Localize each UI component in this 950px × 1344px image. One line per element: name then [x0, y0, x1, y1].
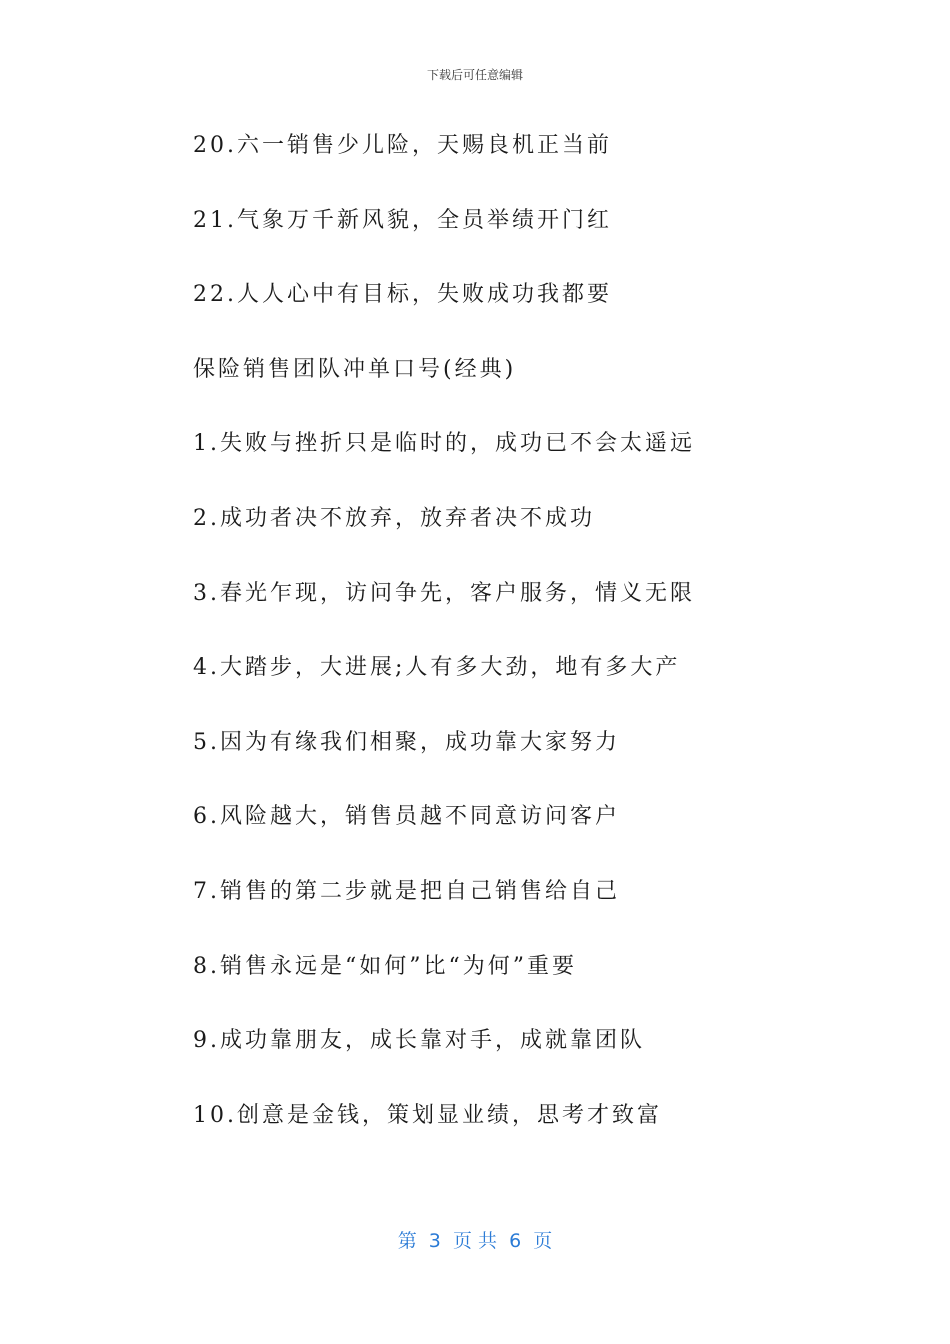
text-line: 5.因为有缘我们相聚，成功靠大家努力 — [193, 729, 620, 755]
text-line: 4.大踏步，大进展;人有多大劲，地有多大产 — [193, 655, 681, 681]
text-line: 1.失败与挫折只是临时的，成功已不会太遥远 — [193, 431, 695, 457]
header-note: 下载后可任意编辑 — [426, 68, 523, 82]
text-line: 22.人人心中有目标，失败成功我都要 — [193, 282, 612, 308]
text-line: 2.成功者决不放弃，放弃者决不成功 — [193, 505, 595, 531]
page-number: 第 3 页 共 6 页 — [397, 1230, 553, 1252]
text-line: 8.销售永远是“如何”比“为何”重要 — [193, 953, 577, 979]
text-line: 10.创意是金钱，策划显业绩，思考才致富 — [193, 1102, 662, 1128]
section-heading: 保险销售团队冲单口号(经典) — [193, 356, 517, 382]
text-line: 20.六一销售少儿险，天赐良机正当前 — [193, 133, 612, 158]
text-line: 7.销售的第二步就是把自己销售给自己 — [193, 878, 620, 904]
text-line: 9.成功靠朋友，成长靠对手，成就靠团队 — [193, 1028, 645, 1054]
text-line: 6.风险越大，销售员越不同意访问客户 — [193, 804, 620, 830]
text-line: 3.春光乍现，访问争先，客户服务，情义无限 — [193, 580, 695, 606]
text-line: 21.气象万千新风貌，全员举绩开门红 — [193, 207, 612, 233]
document-body — [193, 126, 873, 1170]
